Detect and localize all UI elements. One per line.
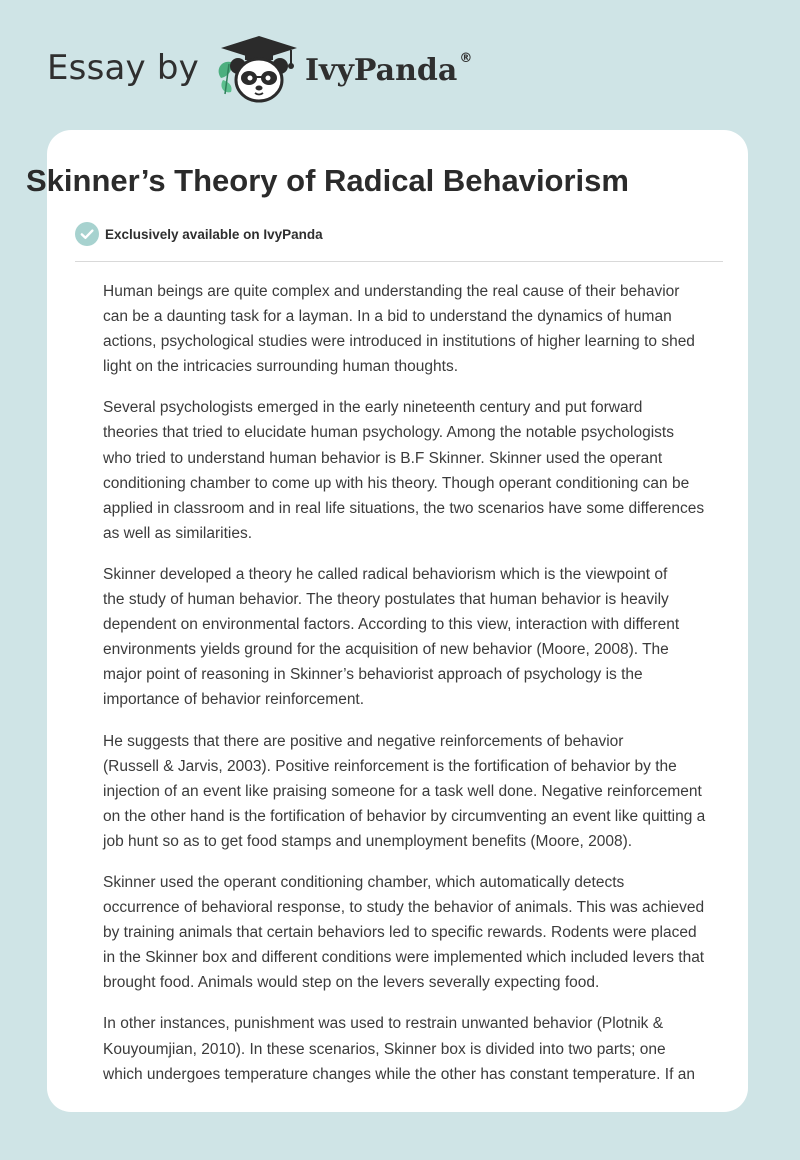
text-line: in the Skinner box and different conditions were implemented which included levers that bbox=[103, 949, 705, 967]
paragraph bbox=[74, 729, 734, 854]
brand-name: IvyPanda bbox=[304, 53, 458, 88]
text-line: importance of behavior reinforcement. bbox=[103, 691, 365, 709]
brand-prefix: Essay by bbox=[47, 48, 199, 88]
text-line: injection of an event like praising someone for a task well done. Negative reinforcement bbox=[103, 782, 702, 800]
text-line: Skinner used the operant conditioning chamber, which automatically detects bbox=[103, 873, 625, 891]
text-line: Kouyoumjian, 2010). In these scenarios, Skinner box is divided into two parts; one bbox=[103, 1040, 666, 1058]
text-line: He suggests that there are positive and negative reinforcements of behavior bbox=[103, 732, 624, 750]
text-line: actions, psychological studies were introduced in institutions of higher learning to shed bbox=[103, 333, 695, 351]
page-title: Skinner’s Theory of Radical Behaviorism bbox=[26, 163, 629, 198]
text-line: on the other hand is the fortification of behavior by circumventing an event like quitting a bbox=[103, 807, 706, 825]
text-line: as well as similarities. bbox=[103, 524, 253, 542]
paragraph bbox=[74, 279, 734, 379]
text-line: Several psychologists emerged in the early nineteenth century and put forward bbox=[103, 399, 643, 417]
panda-graduate-logo-icon bbox=[211, 34, 303, 106]
text-line: Skinner developed a theory he called radical behaviorism which is the viewpoint of bbox=[103, 565, 668, 583]
text-line: In other instances, punishment was used to restrain unwanted behavior (Plotnik & bbox=[103, 1015, 664, 1033]
text-line: occurrence of behavioral response, to study the behavior of animals. This was achieved bbox=[103, 899, 705, 917]
text-line: job hunt so as to get food stamps and unemployment benefits (Moore, 2008). bbox=[103, 832, 633, 850]
badge-text: Exclusively available on IvyPanda bbox=[105, 226, 323, 242]
text-line: dependent on environmental factors. According to this view, interaction with different bbox=[103, 616, 680, 634]
text-line: who tried to understand human behavior is B.F Skinner. Skinner used the operant bbox=[103, 449, 663, 467]
text-line: brought food. Animals would step on the levers severally expecting food. bbox=[103, 974, 600, 992]
paragraph bbox=[74, 870, 734, 995]
check-circle-icon bbox=[75, 222, 99, 246]
text-line: theories that tried to elucidate human psychology. Among the notable psychologists bbox=[103, 424, 674, 442]
exclusive-badge bbox=[75, 222, 323, 246]
text-line: Human beings are quite complex and understanding the real cause of their behavior bbox=[103, 283, 680, 300]
text-line: major point of reasoning in Skinner’s behaviorist approach of psychology is the bbox=[103, 666, 643, 684]
paragraph bbox=[74, 395, 734, 546]
site-header[interactable] bbox=[47, 34, 472, 106]
text-line: conditioning chamber to come up with his theory. Though operant conditioning can be bbox=[103, 474, 690, 492]
text-line: the study of human behavior. The theory postulates that human behavior is heavily bbox=[103, 591, 669, 609]
article-body bbox=[74, 279, 734, 1103]
text-line: by training animals that certain behaviors led to specific rewards. Rodents were placed bbox=[103, 924, 697, 942]
paragraph bbox=[74, 1011, 734, 1086]
registered-mark: ® bbox=[459, 50, 473, 66]
title-divider bbox=[75, 261, 723, 262]
text-line: can be a daunting task for a layman. In a bid to understand the dynamics of human bbox=[103, 308, 672, 326]
text-line: light on the intricacies surrounding human thoughts. bbox=[103, 358, 458, 376]
text-line: applied in classroom and in real life situations, the two scenarios have some differences bbox=[103, 499, 705, 517]
paragraph bbox=[74, 562, 734, 713]
text-line: environments yields ground for the acquisition of new behavior (Moore, 2008). The bbox=[103, 641, 669, 659]
text-line: (Russell & Jarvis, 2003). Positive reinforcement is the fortification of behavior by the bbox=[103, 757, 677, 775]
text-line: which undergoes temperature changes while the other has constant temperature. If an bbox=[103, 1065, 695, 1083]
